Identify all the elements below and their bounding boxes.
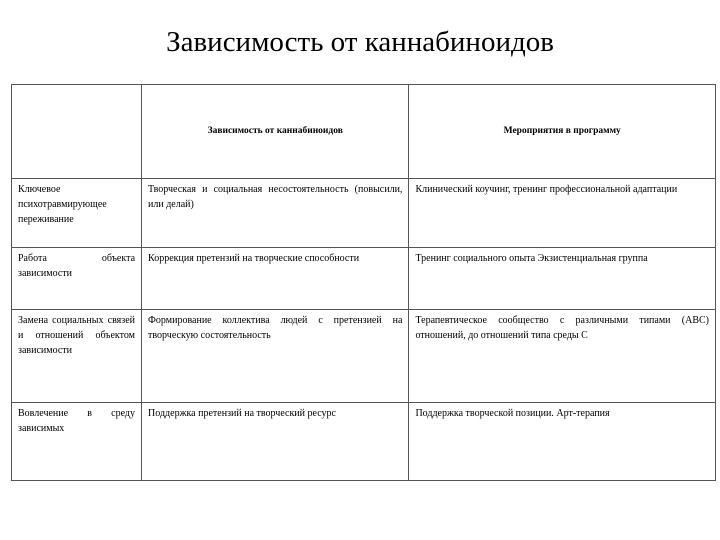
header-dependency: Зависимость от каннабиноидов <box>142 85 409 179</box>
row-dependency: Поддержка претензий на творческий ресурс <box>142 403 409 481</box>
row-dependency: Творческая и социальная несостоятельность (повысили, или делай) <box>142 178 409 247</box>
row-dependency: Формирование коллектива людей с претензией на творческую состоятельность <box>142 309 409 403</box>
row-label: Работа объекта зависимости <box>12 247 142 309</box>
row-label: Вовлечение в среду зависимых <box>12 403 142 481</box>
program-table <box>11 84 716 481</box>
row-measures: Терапевтическое сообщество с различными типами (АВС) отношений, до отношений типа среды С <box>409 309 716 403</box>
header-measures: Мероприятия в программу <box>409 85 716 179</box>
row-dependency: Коррекция претензий на творческие способности <box>142 247 409 309</box>
header-empty-cell <box>12 85 142 179</box>
table-row <box>12 309 716 403</box>
table-row <box>12 247 716 309</box>
row-label: Ключевое психотравмирующее переживание <box>12 178 142 247</box>
row-measures: Клинический коучинг, тренинг профессиональной адаптации <box>409 178 716 247</box>
table-header-row <box>12 85 716 179</box>
slide-title: Зависимость от каннабиноидов <box>166 26 554 58</box>
table-row <box>12 178 716 247</box>
row-measures: Поддержка творческой позиции. Арт-терапия <box>409 403 716 481</box>
table-row <box>12 403 716 481</box>
row-measures: Тренинг социального опыта Экзистенциальная группа <box>409 247 716 309</box>
row-label: Замена социальных связей и отношений объектом зависимости <box>12 309 142 403</box>
